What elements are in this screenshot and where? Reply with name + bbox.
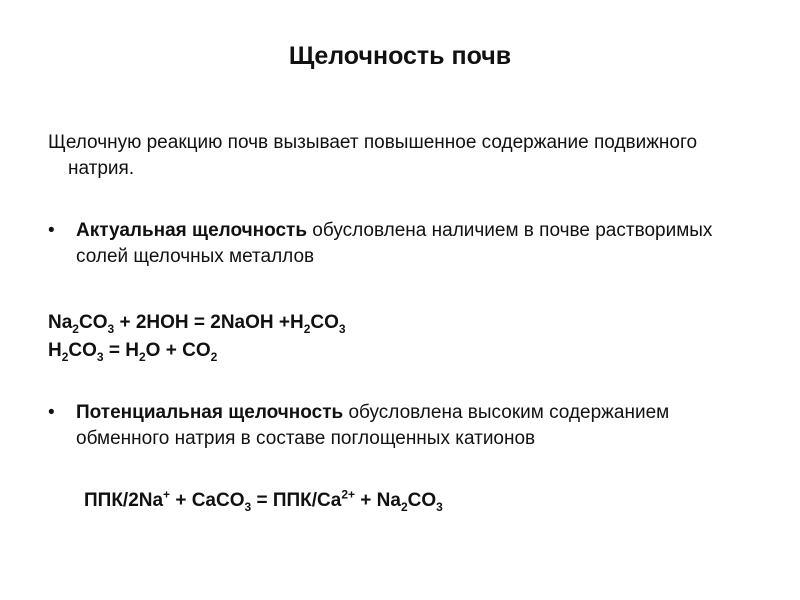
formula-superscript: 2+	[341, 487, 356, 502]
bullet-term: Актуальная щелочность	[76, 220, 308, 241]
bullet-text	[76, 218, 758, 270]
bullet-text	[76, 400, 758, 452]
bullet-icon: •	[48, 402, 55, 423]
formula-subscript: 2	[400, 499, 408, 514]
reaction-equation-2	[48, 338, 217, 364]
formula-superscript: +	[163, 487, 171, 502]
formula-subscript: 3	[107, 321, 115, 336]
bullet-actual-alkalinity	[48, 218, 758, 270]
reaction-equation-1	[48, 310, 346, 336]
formula-part: = ППК/Ca	[251, 490, 342, 511]
bullet-icon: •	[48, 220, 55, 241]
formula-subscript: 2	[61, 349, 69, 364]
bullet-term: Потенциальная щелочность	[76, 402, 344, 423]
formula-part: CO	[310, 312, 339, 333]
formula-subscript: 2	[138, 349, 146, 364]
reaction-equation-3	[84, 488, 443, 514]
formula-part: ППК/2Na	[84, 490, 164, 511]
slide-title: Щелочность почв	[288, 42, 512, 70]
bullet-potential-alkalinity	[48, 400, 758, 452]
formula-part: CO	[68, 340, 97, 361]
formula-part: + CaCO	[170, 490, 245, 511]
formula-part: CO	[407, 490, 437, 511]
bullet-description: обусловлена наличием в почве растворимых солей щелочных металлов	[76, 220, 713, 267]
formula-subscript: 2	[303, 321, 311, 336]
formula-part: Na	[48, 312, 73, 333]
intro-paragraph: Щелочную реакцию почв вызывает повышенное содержание подвижного натрия.	[48, 132, 698, 179]
formula-part: H	[48, 340, 62, 361]
formula-part: O + CO	[145, 340, 211, 361]
formula-subscript: 3	[244, 499, 252, 514]
formula-subscript: 2	[210, 349, 218, 364]
formula-subscript: 3	[96, 349, 104, 364]
formula-part: + 2HOH = 2NaOH +H	[114, 312, 304, 333]
formula-subscript: 3	[338, 321, 346, 336]
formula-subscript: 2	[72, 321, 79, 336]
formula-part: CO	[78, 312, 108, 333]
bullet-description: обусловлена высоким содержанием обменного натрия в составе поглощенных катионов	[76, 402, 670, 449]
formula-part: = H	[103, 340, 139, 361]
formula-subscript: 3	[436, 499, 443, 514]
formula-part: + Na	[355, 490, 401, 511]
